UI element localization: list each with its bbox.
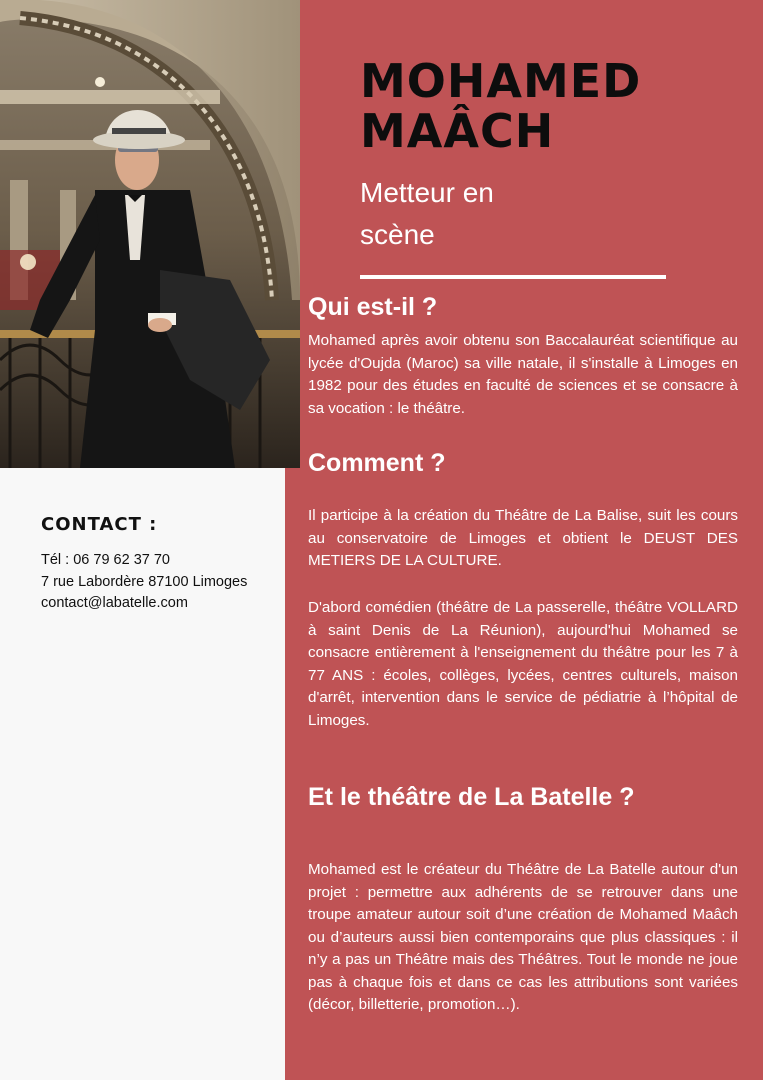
section-title-batelle: Et le théâtre de La Batelle ? [308,783,635,811]
section-paragraph-comment-2: D'abord comédien (théâtre de La passerelle, théâtre VOLLARD à saint Denis de La Réunion), aujourd'hui Mohamed se consacre entièrement à l'enseignement du théâtre pour les 7 à 77 ANS : écoles, collèges, lycées, centres culturels, maison d'arrêt, intervention dans le service de pédiatrie à l’hôpital de Limoges. [308,599,738,729]
role-line-2: scène [360,219,435,250]
contact-phone: Tél : 06 79 62 37 70 [41,552,170,568]
contact-title: CONTACT : [41,514,158,535]
section-paragraph-qui-est-il: Mohamed après avoir obtenu son Baccalauréat scientifique au lycée d'Oujda (Maroc) sa ville natale, il s'installe à Limoges en 1982 pour des études en faculté de sciences et se consacre à sa vocation : le théâtre. [308,332,738,417]
section-paragraph-batelle: Mohamed est le créateur du Théâtre de La Batelle autour d'un projet : permettre aux adhérents de se retrouver dans une troupe amateur autour soit d’une création de Mohamed Maâch ou d’auteurs aussi bien contemporains que plus classiques : il n’y a pas un Théâtre mais des Théâtres. Tout le monde ne joue pas à chaque fois et dans ce cas les attributions sont variées (décor, billetterie, promotion…). [308,861,738,1013]
name-line-2: MAÂCH [360,104,555,158]
job-title [360,172,580,256]
section-title-qui-est-il: Qui est-il ? [308,293,438,321]
contact-address: 7 rue Labordère 87100 Limoges [41,574,248,590]
role-line-1: Metteur en [360,177,494,208]
title-divider [360,275,666,279]
section-title-comment: Comment ? [308,449,446,477]
person-name [360,56,760,156]
portrait-photo [0,0,300,468]
name-line-1: MOHAMED [360,54,642,108]
contact-email[interactable]: contact@labatelle.com [41,595,188,611]
section-paragraph-comment-1: Il participe à la création du Théâtre de La Balise, suit les cours au conservatoire de Limoges et obtient le DEUST DES METIERS DE LA CULTURE. [308,507,738,569]
